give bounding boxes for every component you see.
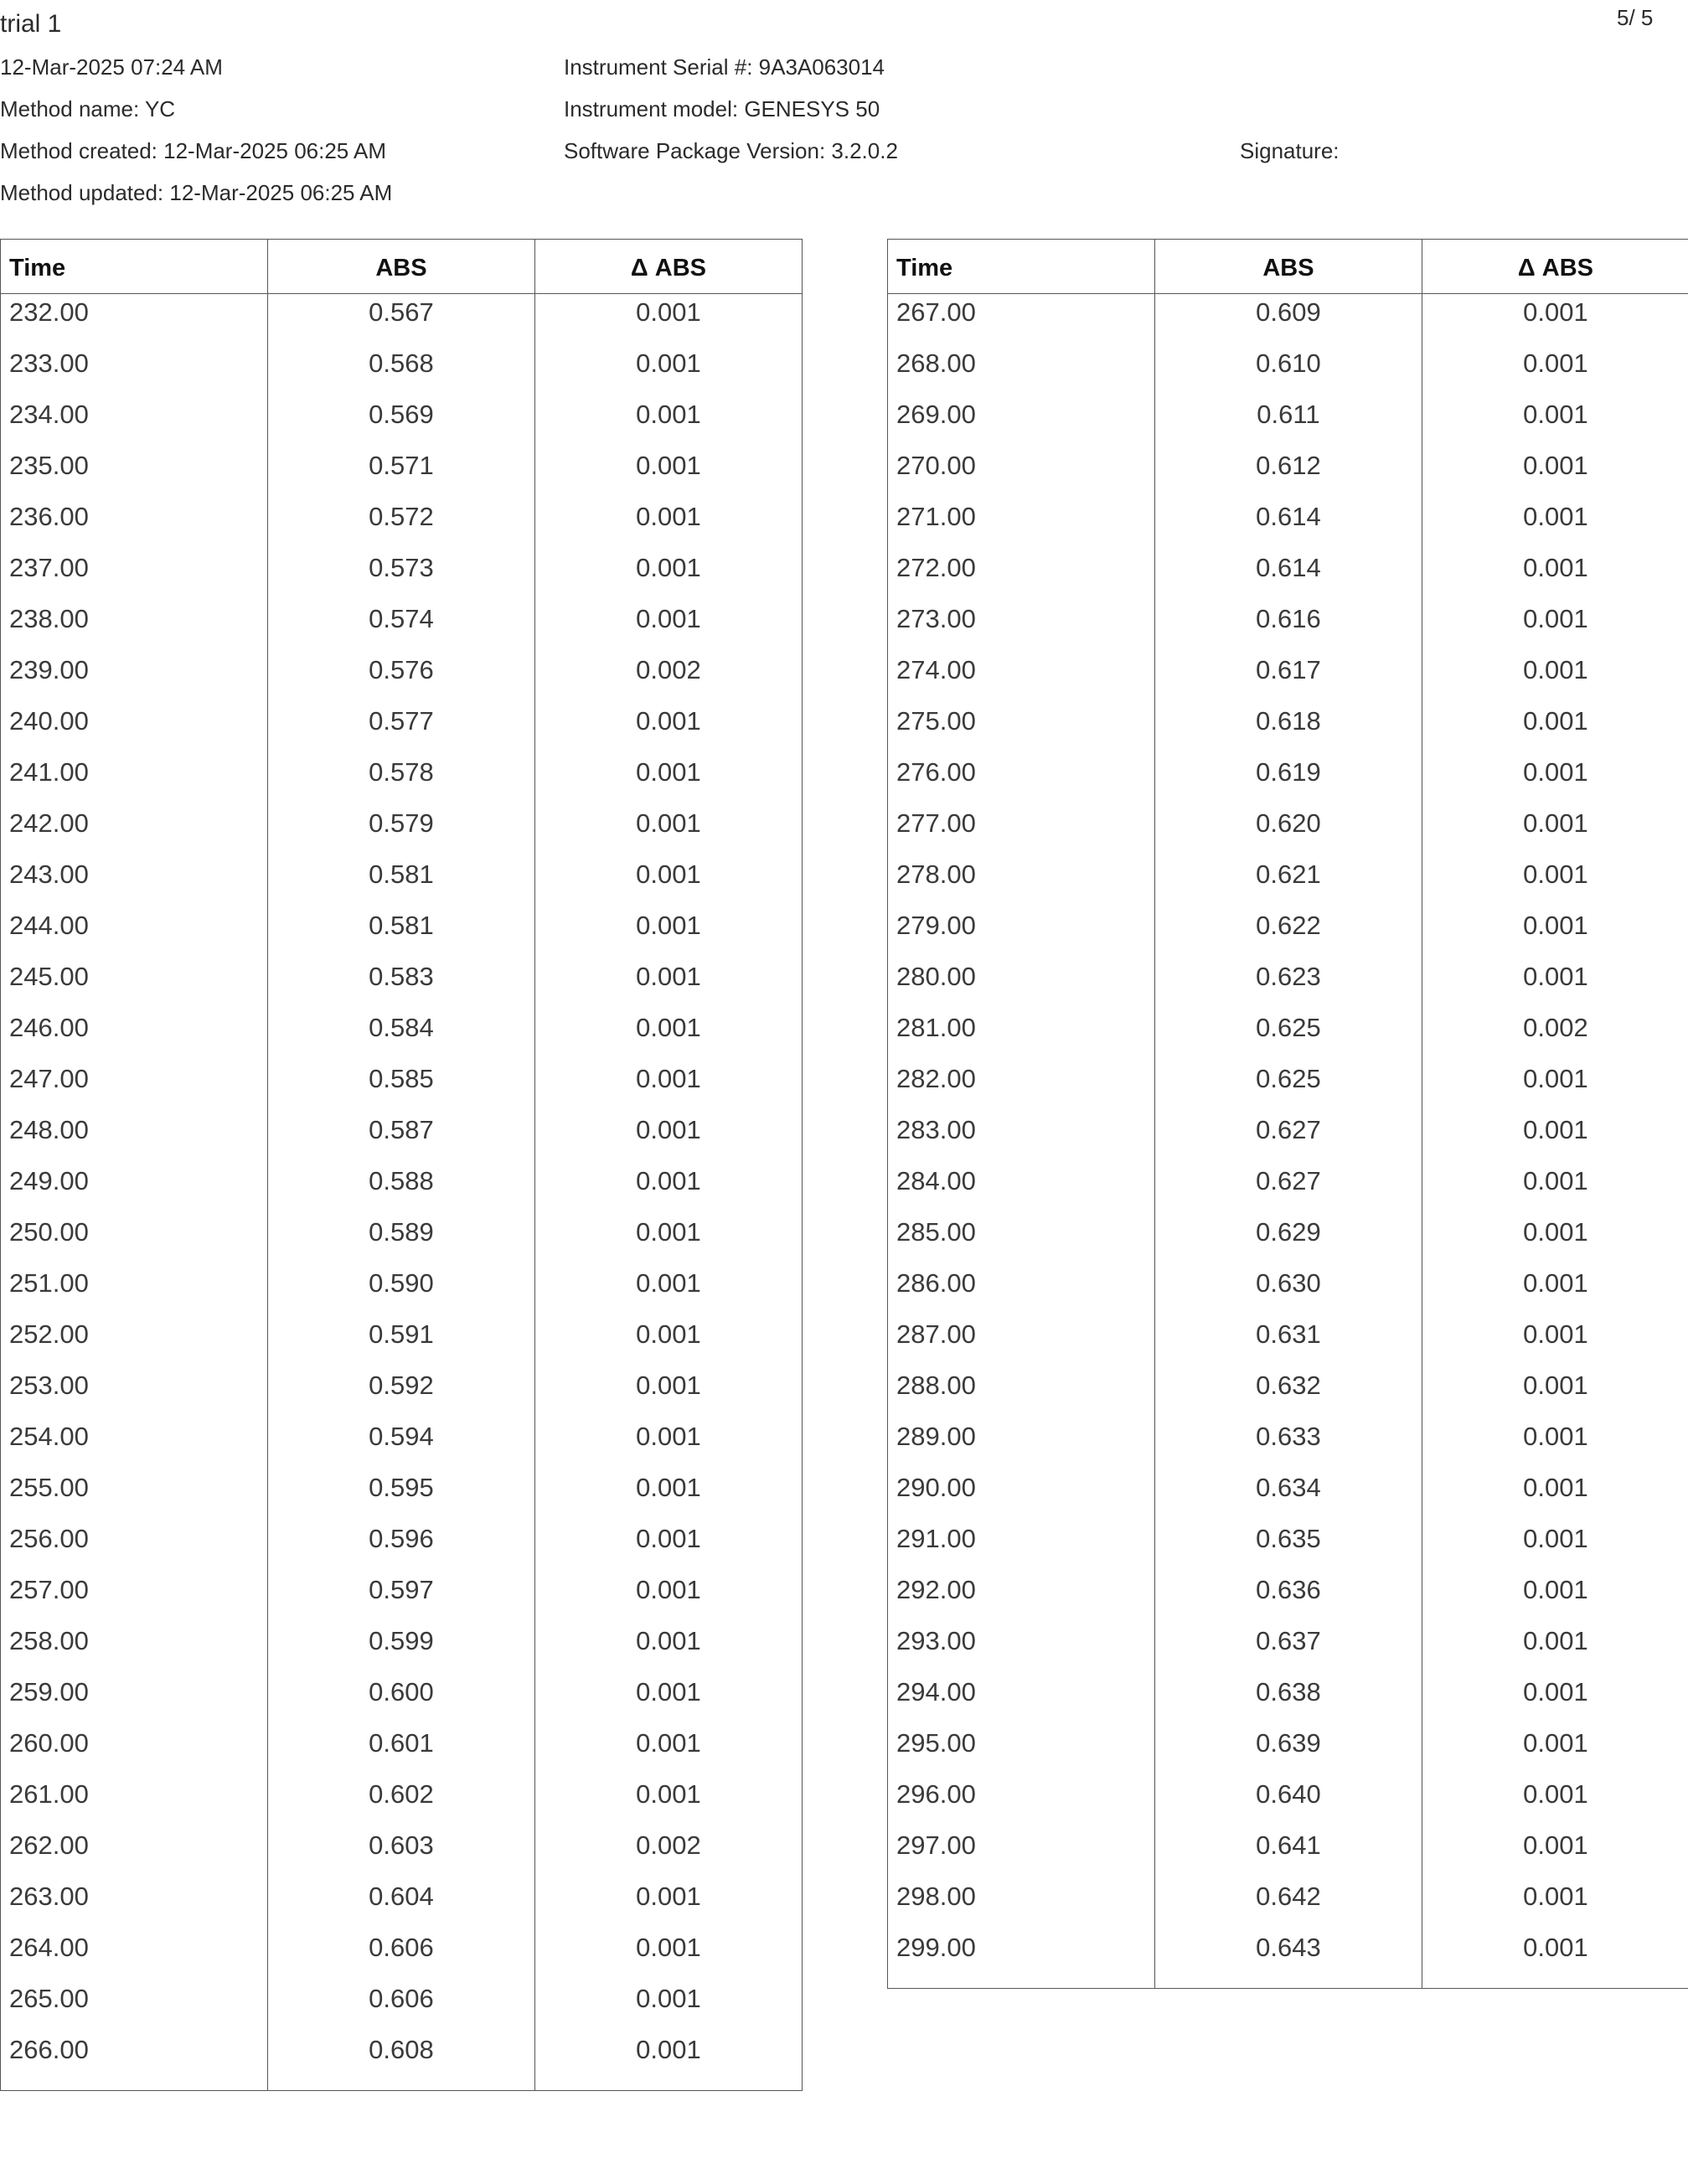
- cell-abs: 0.585: [267, 1061, 534, 1112]
- table-row: [1, 345, 803, 396]
- cell-abs: 0.568: [267, 345, 534, 396]
- cell-abs: 0.574: [267, 601, 534, 652]
- cell-abs: 0.606: [267, 1980, 534, 2032]
- cell-time: 264.00: [1, 1929, 268, 1980]
- table-row: [888, 396, 1688, 447]
- cell-abs: 0.616: [1154, 601, 1422, 652]
- cell-time: 276.00: [888, 754, 1155, 805]
- cell-time: 251.00: [1, 1265, 268, 1316]
- cell-abs: 0.606: [267, 1929, 534, 1980]
- method-name: Method name: YC: [0, 96, 176, 121]
- cell-time: 290.00: [888, 1469, 1155, 1521]
- cell-delta-abs: 0.001: [1422, 1623, 1688, 1674]
- cell-abs: 0.571: [267, 447, 534, 498]
- cell-delta-abs: 0.001: [1422, 754, 1688, 805]
- cell-abs: 0.639: [1154, 1725, 1422, 1776]
- data-table-right: [887, 239, 1688, 1989]
- cell-delta-abs: 0.001: [534, 1623, 802, 1674]
- cell-time: 282.00: [888, 1061, 1155, 1112]
- cell-delta-abs: 0.001: [1422, 1776, 1688, 1827]
- cell-time: 234.00: [1, 396, 268, 447]
- table-row: [1, 550, 803, 601]
- cell-abs: 0.596: [267, 1521, 534, 1572]
- cell-time: 286.00: [888, 1265, 1155, 1316]
- cell-abs: 0.640: [1154, 1776, 1422, 1827]
- table-row: [1, 1214, 803, 1265]
- cell-time: 242.00: [1, 805, 268, 856]
- table-row: [888, 447, 1688, 498]
- cell-time: 241.00: [1, 754, 268, 805]
- cell-time: 233.00: [1, 345, 268, 396]
- column-header-delta-abs: Δ ABS: [1422, 240, 1688, 294]
- cell-time: 250.00: [1, 1214, 268, 1265]
- cell-abs: 0.611: [1154, 396, 1422, 447]
- cell-time: 260.00: [1, 1725, 268, 1776]
- cell-time: 294.00: [888, 1674, 1155, 1725]
- table-row: [1, 1316, 803, 1367]
- cell-delta-abs: 0.001: [534, 447, 802, 498]
- table-row: [888, 703, 1688, 754]
- cell-delta-abs: 0.001: [534, 2032, 802, 2091]
- cell-delta-abs: 0.001: [534, 907, 802, 958]
- cell-delta-abs: 0.001: [534, 1061, 802, 1112]
- table-row: [888, 1623, 1688, 1674]
- cell-delta-abs: 0.001: [534, 1521, 802, 1572]
- table-row: [888, 1367, 1688, 1418]
- table-row: [888, 1827, 1688, 1878]
- table-row: [1, 601, 803, 652]
- cell-delta-abs: 0.001: [534, 345, 802, 396]
- cell-time: 235.00: [1, 447, 268, 498]
- cell-delta-abs: 0.001: [534, 1265, 802, 1316]
- cell-abs: 0.590: [267, 1265, 534, 1316]
- cell-delta-abs: 0.001: [534, 1009, 802, 1061]
- cell-delta-abs: 0.002: [534, 652, 802, 703]
- cell-time: 279.00: [888, 907, 1155, 958]
- cell-abs: 0.599: [267, 1623, 534, 1674]
- table-row: [1, 1469, 803, 1521]
- column-header-time: Time: [888, 240, 1155, 294]
- table-row: [888, 601, 1688, 652]
- cell-abs: 0.618: [1154, 703, 1422, 754]
- cell-time: 262.00: [1, 1827, 268, 1878]
- cell-delta-abs: 0.001: [534, 1418, 802, 1469]
- cell-time: 257.00: [1, 1572, 268, 1623]
- cell-abs: 0.587: [267, 1112, 534, 1163]
- table-row: [1, 1674, 803, 1725]
- cell-abs: 0.630: [1154, 1265, 1422, 1316]
- cell-time: 232.00: [1, 294, 268, 346]
- table-row: [1, 1725, 803, 1776]
- table-row: [1, 958, 803, 1009]
- cell-delta-abs: 0.001: [1422, 1367, 1688, 1418]
- cell-abs: 0.627: [1154, 1163, 1422, 1214]
- cell-delta-abs: 0.001: [534, 1214, 802, 1265]
- cell-time: 236.00: [1, 498, 268, 550]
- table-row: [888, 1521, 1688, 1572]
- cell-delta-abs: 0.002: [534, 1827, 802, 1878]
- instrument-serial: Instrument Serial #: 9A3A063014: [564, 54, 885, 80]
- table-row: [1, 1521, 803, 1572]
- table-row: [1, 1163, 803, 1214]
- page-number: 5/ 5: [1617, 5, 1654, 30]
- cell-time: 288.00: [888, 1367, 1155, 1418]
- cell-time: 283.00: [888, 1112, 1155, 1163]
- table-row: [888, 1316, 1688, 1367]
- cell-delta-abs: 0.001: [534, 1674, 802, 1725]
- cell-abs: 0.583: [267, 958, 534, 1009]
- cell-abs: 0.625: [1154, 1061, 1422, 1112]
- cell-abs: 0.631: [1154, 1316, 1422, 1367]
- cell-abs: 0.636: [1154, 1572, 1422, 1623]
- cell-time: 272.00: [888, 550, 1155, 601]
- cell-time: 281.00: [888, 1009, 1155, 1061]
- cell-abs: 0.576: [267, 652, 534, 703]
- table-row: [888, 907, 1688, 958]
- cell-abs: 0.623: [1154, 958, 1422, 1009]
- table-row: [1, 1878, 803, 1929]
- cell-time: 245.00: [1, 958, 268, 1009]
- table-row: [1, 856, 803, 907]
- cell-time: 240.00: [1, 703, 268, 754]
- cell-abs: 0.579: [267, 805, 534, 856]
- cell-time: 238.00: [1, 601, 268, 652]
- cell-time: 261.00: [1, 1776, 268, 1827]
- table-row: [888, 1725, 1688, 1776]
- table-row: [1, 754, 803, 805]
- cell-abs: 0.637: [1154, 1623, 1422, 1674]
- cell-delta-abs: 0.001: [1422, 652, 1688, 703]
- table-row: [1, 1827, 803, 1878]
- cell-delta-abs: 0.001: [534, 754, 802, 805]
- cell-time: 285.00: [888, 1214, 1155, 1265]
- cell-delta-abs: 0.001: [1422, 447, 1688, 498]
- table-row: [888, 1163, 1688, 1214]
- table-row: [1, 907, 803, 958]
- table-row: [888, 1061, 1688, 1112]
- cell-abs: 0.643: [1154, 1929, 1422, 1989]
- software-version: Software Package Version: 3.2.0.2: [564, 138, 898, 163]
- table-row: [888, 805, 1688, 856]
- cell-abs: 0.573: [267, 550, 534, 601]
- cell-delta-abs: 0.001: [1422, 703, 1688, 754]
- table-row: [888, 1112, 1688, 1163]
- cell-delta-abs: 0.001: [1422, 1572, 1688, 1623]
- table-row: [1, 1418, 803, 1469]
- cell-time: 293.00: [888, 1623, 1155, 1674]
- cell-delta-abs: 0.001: [1422, 1316, 1688, 1367]
- table-row: [1, 805, 803, 856]
- cell-abs: 0.641: [1154, 1827, 1422, 1878]
- cell-time: 292.00: [888, 1572, 1155, 1623]
- table-row: [1, 1265, 803, 1316]
- method-updated: Method updated: 12-Mar-2025 06:25 AM: [0, 180, 393, 205]
- cell-abs: 0.578: [267, 754, 534, 805]
- cell-delta-abs: 0.001: [534, 1929, 802, 1980]
- cell-abs: 0.567: [267, 294, 534, 346]
- cell-delta-abs: 0.001: [1422, 1214, 1688, 1265]
- cell-time: 258.00: [1, 1623, 268, 1674]
- cell-delta-abs: 0.001: [534, 396, 802, 447]
- table-row: [1, 1929, 803, 1980]
- table-row: [1, 1112, 803, 1163]
- table-row: [1, 703, 803, 754]
- cell-delta-abs: 0.001: [534, 1367, 802, 1418]
- table-row: [888, 652, 1688, 703]
- table-row: [1, 1367, 803, 1418]
- cell-delta-abs: 0.001: [1422, 1827, 1688, 1878]
- table-row: [1, 1623, 803, 1674]
- cell-abs: 0.594: [267, 1418, 534, 1469]
- cell-abs: 0.609: [1154, 294, 1422, 346]
- cell-delta-abs: 0.001: [1422, 294, 1688, 346]
- table-row: [888, 1469, 1688, 1521]
- cell-delta-abs: 0.001: [534, 601, 802, 652]
- cell-abs: 0.577: [267, 703, 534, 754]
- cell-delta-abs: 0.001: [1422, 805, 1688, 856]
- cell-delta-abs: 0.001: [534, 1316, 802, 1367]
- cell-time: 265.00: [1, 1980, 268, 2032]
- cell-time: 239.00: [1, 652, 268, 703]
- table-row: [1, 396, 803, 447]
- table-row: [1, 2032, 803, 2091]
- table-row: [1, 1980, 803, 2032]
- cell-time: 247.00: [1, 1061, 268, 1112]
- cell-delta-abs: 0.001: [534, 498, 802, 550]
- method-created: Method created: 12-Mar-2025 06:25 AM: [0, 138, 387, 163]
- cell-delta-abs: 0.001: [1422, 1418, 1688, 1469]
- table-row: [1, 1061, 803, 1112]
- cell-abs: 0.642: [1154, 1878, 1422, 1929]
- cell-abs: 0.638: [1154, 1674, 1422, 1725]
- cell-time: 275.00: [888, 703, 1155, 754]
- cell-abs: 0.621: [1154, 856, 1422, 907]
- cell-abs: 0.597: [267, 1572, 534, 1623]
- cell-delta-abs: 0.001: [534, 1776, 802, 1827]
- cell-time: 296.00: [888, 1776, 1155, 1827]
- cell-time: 266.00: [1, 2032, 268, 2091]
- cell-delta-abs: 0.001: [1422, 1929, 1688, 1989]
- cell-time: 297.00: [888, 1827, 1155, 1878]
- table-row: [888, 1929, 1688, 1989]
- cell-delta-abs: 0.001: [534, 1725, 802, 1776]
- table-row: [888, 1674, 1688, 1725]
- cell-abs: 0.622: [1154, 907, 1422, 958]
- cell-delta-abs: 0.001: [534, 1980, 802, 2032]
- cell-delta-abs: 0.001: [1422, 1674, 1688, 1725]
- table-row: [1, 294, 803, 346]
- table-row: [1, 1009, 803, 1061]
- table-row: [888, 498, 1688, 550]
- cell-time: 268.00: [888, 345, 1155, 396]
- cell-abs: 0.604: [267, 1878, 534, 1929]
- table-row: [888, 550, 1688, 601]
- cell-time: 244.00: [1, 907, 268, 958]
- cell-time: 269.00: [888, 396, 1155, 447]
- table-row: [888, 754, 1688, 805]
- table-row: [1, 652, 803, 703]
- column-header-abs: ABS: [1154, 240, 1422, 294]
- cell-abs: 0.633: [1154, 1418, 1422, 1469]
- cell-time: 253.00: [1, 1367, 268, 1418]
- table-row: [1, 1572, 803, 1623]
- cell-time: 271.00: [888, 498, 1155, 550]
- cell-time: 270.00: [888, 447, 1155, 498]
- cell-abs: 0.629: [1154, 1214, 1422, 1265]
- cell-abs: 0.627: [1154, 1112, 1422, 1163]
- cell-delta-abs: 0.001: [1422, 601, 1688, 652]
- cell-time: 246.00: [1, 1009, 268, 1061]
- cell-abs: 0.608: [267, 2032, 534, 2091]
- cell-delta-abs: 0.001: [1422, 907, 1688, 958]
- data-table-left: [0, 239, 803, 2091]
- table-row: [888, 856, 1688, 907]
- cell-abs: 0.595: [267, 1469, 534, 1521]
- cell-time: 263.00: [1, 1878, 268, 1929]
- signature-label: Signature:: [1240, 138, 1340, 163]
- cell-delta-abs: 0.001: [1422, 1265, 1688, 1316]
- cell-delta-abs: 0.001: [1422, 1112, 1688, 1163]
- cell-abs: 0.619: [1154, 754, 1422, 805]
- cell-time: 243.00: [1, 856, 268, 907]
- cell-abs: 0.632: [1154, 1367, 1422, 1418]
- table-row: [888, 1878, 1688, 1929]
- table-header-row: [888, 240, 1688, 294]
- cell-time: 255.00: [1, 1469, 268, 1521]
- report-datetime: 12-Mar-2025 07:24 AM: [0, 54, 223, 80]
- column-header-delta-abs: Δ ABS: [534, 240, 802, 294]
- cell-abs: 0.592: [267, 1367, 534, 1418]
- cell-abs: 0.610: [1154, 345, 1422, 396]
- cell-time: 256.00: [1, 1521, 268, 1572]
- table-row: [1, 447, 803, 498]
- cell-delta-abs: 0.001: [534, 294, 802, 346]
- cell-abs: 0.591: [267, 1316, 534, 1367]
- cell-delta-abs: 0.001: [1422, 498, 1688, 550]
- cell-delta-abs: 0.001: [1422, 1469, 1688, 1521]
- cell-delta-abs: 0.001: [534, 1112, 802, 1163]
- instrument-model: Instrument model: GENESYS 50: [564, 96, 880, 121]
- cell-delta-abs: 0.001: [1422, 1725, 1688, 1776]
- cell-delta-abs: 0.001: [1422, 856, 1688, 907]
- table-row: [888, 1776, 1688, 1827]
- table-row: [888, 1265, 1688, 1316]
- table-row: [1, 498, 803, 550]
- cell-abs: 0.588: [267, 1163, 534, 1214]
- cell-time: 252.00: [1, 1316, 268, 1367]
- cell-abs: 0.612: [1154, 447, 1422, 498]
- table-row: [888, 1214, 1688, 1265]
- cell-delta-abs: 0.001: [534, 1572, 802, 1623]
- cell-time: 287.00: [888, 1316, 1155, 1367]
- cell-time: 274.00: [888, 652, 1155, 703]
- cell-abs: 0.635: [1154, 1521, 1422, 1572]
- cell-time: 249.00: [1, 1163, 268, 1214]
- cell-time: 284.00: [888, 1163, 1155, 1214]
- table-row: [888, 345, 1688, 396]
- cell-abs: 0.569: [267, 396, 534, 447]
- cell-time: 280.00: [888, 958, 1155, 1009]
- cell-delta-abs: 0.001: [1422, 396, 1688, 447]
- cell-delta-abs: 0.001: [1422, 958, 1688, 1009]
- table-row: [888, 1572, 1688, 1623]
- cell-delta-abs: 0.001: [1422, 1163, 1688, 1214]
- column-header-abs: ABS: [267, 240, 534, 294]
- cell-abs: 0.614: [1154, 498, 1422, 550]
- cell-abs: 0.603: [267, 1827, 534, 1878]
- cell-delta-abs: 0.001: [534, 550, 802, 601]
- cell-delta-abs: 0.001: [534, 1878, 802, 1929]
- cell-abs: 0.625: [1154, 1009, 1422, 1061]
- cell-abs: 0.600: [267, 1674, 534, 1725]
- cell-abs: 0.589: [267, 1214, 534, 1265]
- table-row: [888, 294, 1688, 346]
- cell-delta-abs: 0.001: [1422, 550, 1688, 601]
- cell-time: 298.00: [888, 1878, 1155, 1929]
- cell-delta-abs: 0.001: [534, 1163, 802, 1214]
- cell-abs: 0.620: [1154, 805, 1422, 856]
- cell-abs: 0.581: [267, 907, 534, 958]
- cell-time: 259.00: [1, 1674, 268, 1725]
- cell-time: 291.00: [888, 1521, 1155, 1572]
- cell-delta-abs: 0.002: [1422, 1009, 1688, 1061]
- cell-time: 277.00: [888, 805, 1155, 856]
- cell-delta-abs: 0.001: [1422, 1061, 1688, 1112]
- report-title: trial 1: [0, 10, 62, 38]
- cell-abs: 0.601: [267, 1725, 534, 1776]
- table-row: [888, 1418, 1688, 1469]
- cell-abs: 0.581: [267, 856, 534, 907]
- cell-abs: 0.572: [267, 498, 534, 550]
- table-header-row: [1, 240, 803, 294]
- cell-time: 237.00: [1, 550, 268, 601]
- cell-delta-abs: 0.001: [534, 958, 802, 1009]
- cell-abs: 0.617: [1154, 652, 1422, 703]
- cell-time: 289.00: [888, 1418, 1155, 1469]
- cell-time: 278.00: [888, 856, 1155, 907]
- cell-abs: 0.634: [1154, 1469, 1422, 1521]
- cell-abs: 0.584: [267, 1009, 534, 1061]
- cell-abs: 0.614: [1154, 550, 1422, 601]
- cell-time: 248.00: [1, 1112, 268, 1163]
- cell-time: 267.00: [888, 294, 1155, 346]
- cell-delta-abs: 0.001: [1422, 1878, 1688, 1929]
- cell-delta-abs: 0.001: [534, 805, 802, 856]
- table-row: [888, 958, 1688, 1009]
- table-row: [888, 1009, 1688, 1061]
- cell-abs: 0.602: [267, 1776, 534, 1827]
- cell-time: 299.00: [888, 1929, 1155, 1989]
- cell-time: 254.00: [1, 1418, 268, 1469]
- cell-time: 295.00: [888, 1725, 1155, 1776]
- column-header-time: Time: [1, 240, 268, 294]
- cell-time: 273.00: [888, 601, 1155, 652]
- table-row: [1, 1776, 803, 1827]
- cell-delta-abs: 0.001: [534, 703, 802, 754]
- cell-delta-abs: 0.001: [534, 856, 802, 907]
- cell-delta-abs: 0.001: [1422, 1521, 1688, 1572]
- cell-delta-abs: 0.001: [1422, 345, 1688, 396]
- cell-delta-abs: 0.001: [534, 1469, 802, 1521]
